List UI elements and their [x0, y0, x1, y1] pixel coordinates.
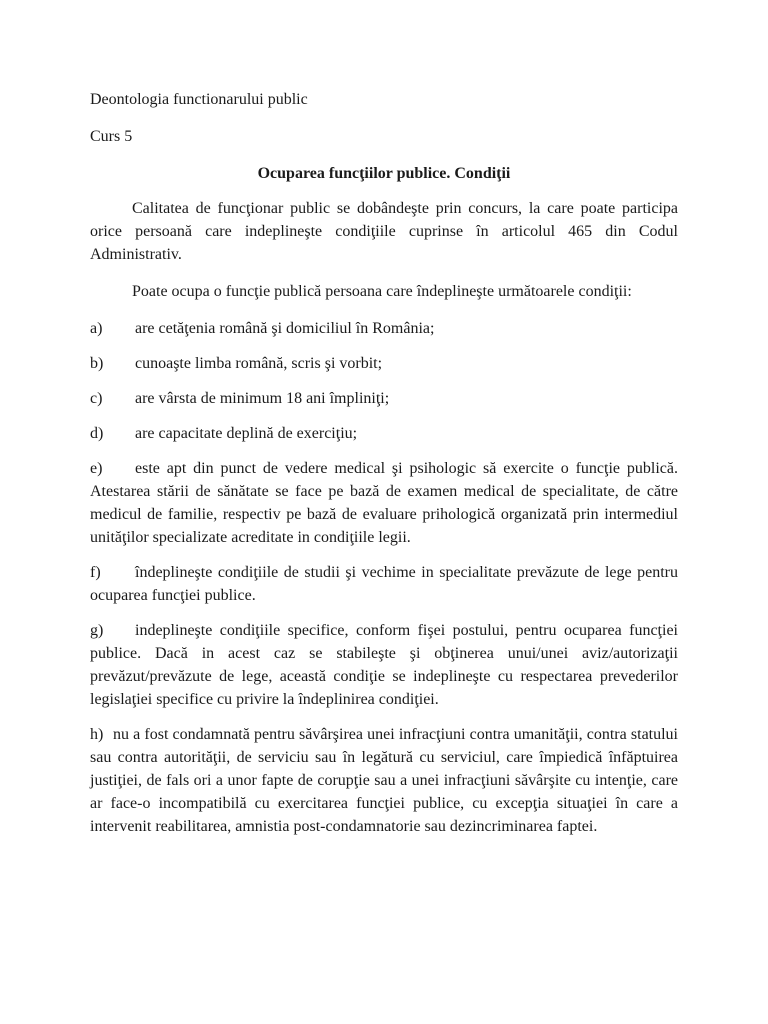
condition-marker: h)	[90, 726, 104, 743]
condition-text: îndeplineşte condiţiile de studii şi vechime in specialitate prevăzute de lege pentru ocuparea funcţiei publice.	[90, 564, 678, 604]
condition-item-c	[90, 387, 678, 410]
condition-item-f	[90, 561, 678, 607]
condition-text: este apt din punct de vedere medical şi psihologic să exercite o funcţie publică. Atestarea stării de sănătate se face pe bază de examen medical de specialitate, de către medicul de familie, respectiv pe bază de evaluare prihologică organizată prin intermediul unităţilor specializate acreditate in condiţiile legii.	[90, 460, 678, 546]
course-number: Curs 5	[90, 128, 133, 145]
condition-item-e	[90, 457, 678, 549]
condition-text: cunoaşte limba română, scris şi vorbit;	[135, 355, 383, 372]
condition-marker: b)	[90, 355, 104, 372]
intro-paragraph-text: Calitatea de funcţionar public se dobândeşte prin concurs, la care poate participa orice persoană care indeplineşte condiţiile cuprinse în articolul 465 din Codul Administrativ.	[90, 200, 678, 263]
condition-text: are capacitate deplină de exerciţiu;	[135, 425, 358, 442]
condition-item-g	[90, 619, 678, 711]
condition-text: nu a fost condamnată pentru săvârşirea unei infracţiuni contra umanităţii, contra statului sau contra autorităţii, de serviciu sau în legătură cu serviciul, care împiedică înfăptuirea justiţiei, de fals ori a unor fapte de corupţie sau a unei infracţiuni săvârşite cu intenţie, care ar face-o incompatibilă cu exercitarea funcţiei publice, cu excepţia situaţiei în care a intervenit reabilitarea, amnistia post-condamnatorie sau dezincriminarea faptei.	[90, 726, 678, 835]
condition-item-b	[90, 352, 678, 375]
condition-marker: c)	[90, 390, 103, 407]
course-title: Deontologia functionarului public	[90, 91, 308, 108]
condition-text: are vârsta de minimum 18 ani împliniţi;	[135, 390, 390, 407]
condition-item-d	[90, 422, 678, 445]
condition-text: indeplineşte condiţiile specifice, conform fişei postului, pentru ocuparea funcţiei publice. Dacă in acest caz se stabileşte şi obţinerea unui/unei aviz/autorizaţii prevăzut/prevăzute de lege, această condiţie se indeplineşte cu respectarea prevederilor legislaţiei specifice cu privire la îndeplinirea condiţiei.	[90, 622, 678, 708]
conditions-intro-text: Poate ocupa o funcţie publică persoana care îndeplineşte următoarele condiţii:	[132, 283, 632, 300]
condition-marker: g)	[90, 622, 104, 639]
condition-item-a	[90, 317, 678, 340]
section-title: Ocuparea funcţiilor publice. Condiţii	[257, 165, 511, 182]
conditions-intro	[90, 280, 678, 303]
intro-paragraph	[90, 197, 678, 266]
condition-marker: f)	[90, 564, 101, 581]
condition-marker: d)	[90, 425, 104, 442]
condition-text: are cetăţenia română şi domiciliul în România;	[135, 320, 435, 337]
condition-item-h	[90, 723, 678, 838]
condition-marker: e)	[90, 460, 103, 477]
condition-marker: a)	[90, 320, 103, 337]
